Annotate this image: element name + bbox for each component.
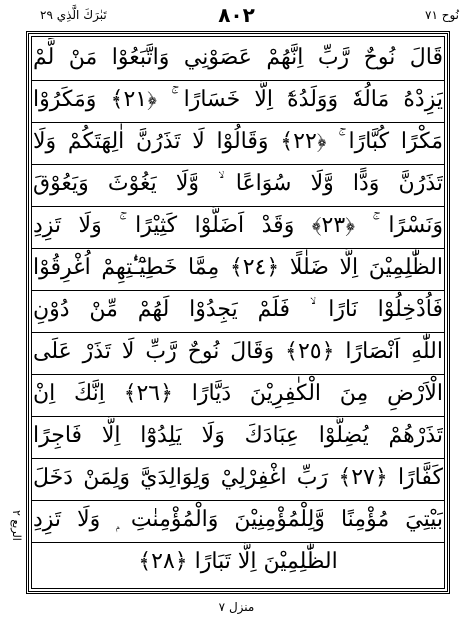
text-line-2: يَزِدْهُ مَالُهٗ وَوَلَدُهٗٓ اِلَّا خَسَارًا ۚ ﴿٢١﴾ وَمَكَرُوْا (33, 87, 443, 112)
page-header (0, 0, 473, 30)
ruku-marginal-note: الربع ٢ (10, 510, 23, 541)
text-line-10: تَذَرْهُمْ يُضِلُّوْا عِبَادَكَ وَلَا يَلِدُوْٓا اِلَّا فَاجِرًا (33, 423, 443, 448)
text-line-12: بَيْتِيَ مُؤْمِنًا وَّلِلْمُؤْمِنِيْنَ وَالْمُؤْمِنٰتِ ۭ وَلَا تَزِدِ (33, 507, 443, 532)
text-line-9: الْاَرْضِ مِنَ الْكٰفِرِيْنَ دَيَّارًا ﴿٢٦﴾ اِنَّكَ اِنْ (33, 381, 443, 406)
text-line-5: وَنَسْرًا ۚ ﴿٢٣﴾ وَقَدْ اَضَلُّوْا كَثِيْرًا ۚ وَلَا تَزِدِ (33, 213, 443, 238)
text-line-11: كَفَّارًا ﴿٢٧﴾ رَبِّ اغْفِرْلِيْ وَلِوَالِدَيَّ وَلِمَنْ دَخَلَ (33, 465, 443, 490)
surah-name: نُوح ٧١ (425, 8, 459, 22)
text-line-3: مَكْرًا كُبَّارًا ۚ ﴿٢٢﴾ وَقَالُوْا لَا تَذَرُنَّ اٰلِهَتَكُمْ وَلَا (33, 129, 443, 154)
text-line-6: الظّٰلِمِيْنَ اِلَّا ضَلٰلًا ﴿٢٤﴾ مِمَّا خَطِيْٓـٰٔتِهِمْ اُغْرِقُوْا (33, 255, 443, 280)
manzil-footer: منزل ٧ (218, 600, 255, 614)
text-line-8: اللّٰهِ اَنْصَارًا ﴿٢٥﴾ وَقَالَ نُوحٌ رَّبِّ لَا تَذَرْ عَلَى (33, 339, 443, 364)
text-line-7: فَاُدْخِلُوْا نَارًا ۙ فَلَمْ يَجِدُوْا لَهُمْ مِّنْ دُوْنِ (33, 297, 443, 322)
text-line-13: الظّٰلِمِيْنَ اِلَّا تَبَارًا ﴿٢٨﴾ (138, 549, 338, 574)
text-line-1: قَالَ نُوحٌ رَّبِّ اِنَّهُمْ عَصَوْنِي وَاتَّبَعُوْا مَنْ لَّمْ (33, 45, 443, 70)
page-number: ٨٠٢ (218, 3, 255, 27)
juz-label: تَبٰرَكَ الَّذِي ٢٩ (40, 8, 107, 22)
text-line-4: تَذَرُنَّ وَدًّا وَّلَا سُوَاعًا ۙ وَّلَا يَغُوْثَ وَيَعُوْقَ (33, 171, 443, 196)
